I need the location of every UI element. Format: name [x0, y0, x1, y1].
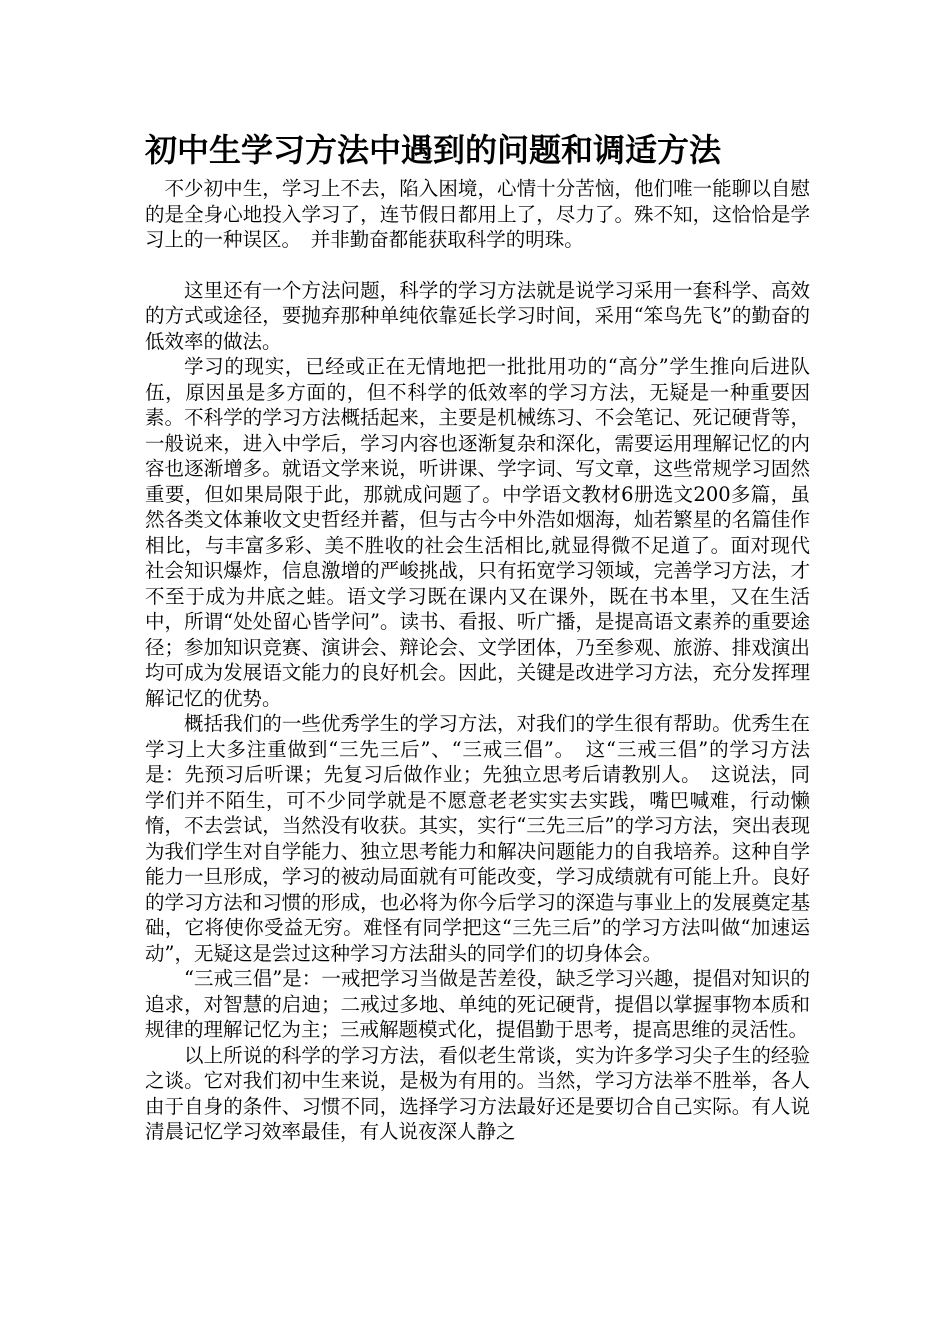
paragraph-intro: 不少初中生，学习上不去，陷入困境，心情十分苦恼，他们唯一能聊以自慰的是全身心地投入学习了，连节假日都用上了，尽力了。殊不知，这恰恰是学习上的一种误区。 并非勤奋都能获取科学的明珠。 — [145, 177, 810, 251]
paragraph-excellent-students: 概括我们的一些优秀学生的学习方法，对我们的学生很有帮助。优秀生在学习上大多注重做到“三先三后”、“三戒三倡”。 这“三戒三倡”的学习方法是：先预习后听课；先复习后做作业；先独立思考后请教别人。 这说法，同学们并不陌生，可不少同学就是不愿意老老实实去实践，嘴巴喊难，行动懒惰，不去尝试，当然没有收获。其实，实行“三先三后”的学习方法，突出表现为我们学生对自学能力、独立思考能力和解决问题能力的自我培养。这种自学能力一旦形成，学习的被动局面就有可能改变，学习成绩就有可能上升。良好的学习方法和习惯的形成，也必将为你今后学习的深造与事业上的发展奠定基础，它将使你受益无穷。难怪有同学把这“三先三后”的学习方法叫做“加速运动”，无疑这是尝过这种学习方法甜头的同学们的切身体会。 — [145, 712, 810, 965]
document-title: 初中生学习方法中遇到的问题和调适方法 — [145, 131, 722, 169]
paragraph-three-cautions: “三戒三倡”是：一戒把学习当做是苦差役，缺乏学习兴趣，提倡对知识的追求，对智慧的启迪；二戒过多地、单纯的死记硬背，提倡以掌握事物本质和规律的理解记忆为主；三戒解题模式化，提倡勤于思考，提高思维的灵活性。 — [145, 967, 810, 1041]
paragraph-method-question: 这里还有一个方法问题，科学的学习方法就是说学习采用一套科学、高效的方式或途径，要抛弃那种单纯依靠延长学习时间，采用“笨鸟先飞”的勤奋的低效率的做法。 — [145, 278, 810, 353]
paragraph-learning-reality: 学习的现实，已经或正在无情地把一批批用功的“高分”学生推向后进队伍，原因虽是多方面的，但不科学的低效率的学习方法，无疑是一种重要因素。不科学的学习方法概括起来，主要是机械练习、不会笔记、死记硬背等，一般说来，进入中学后，学习内容也逐渐复杂和深化，需要运用理解记忆的内容也逐渐增多。就语文学来说，听讲课、学字词、写文章，这些常规学习固然重要，但如果局限于此，那就成问题了。中学语文教材6册选文200多篇，虽然各类文体兼收文史哲经并蓄，但与古今中外浩如烟海，灿若繁星的名篇佳作相比，与丰富多彩、美不胜收的社会生活相比,就显得微不足道了。面对现代社会知识爆炸，信息激增的严峻挑战，只有拓宽学习领域，完善学习方法，才不至于成为井底之蛙。语文学习既在课内又在课外，既在书本里，又在生活中，所谓“处处留心皆学问”。读书、看报、听广播，是提高语文素养的重要途径；参加知识竞赛、演讲会、辩论会、文学团体，乃至参观、旅游、排戏演出均可成为发展语文能力的良好机会。因此，关键是改进学习方法，充分发挥理解记忆的优势。 — [145, 355, 810, 710]
document-page — [145, 128, 810, 1145]
paragraph-gap — [145, 253, 810, 278]
paragraph-conclusion: 以上所说的科学的学习方法，看似老生常谈，实为许多学习尖子生的经验之谈。它对我们初中生来说，是极为有用的。当然，学习方法举不胜举，各人由于自身的条件、习惯不同，选择学习方法最好还是要切合自己实际。有人说清晨记忆学习效率最佳，有人说夜深人静之 — [145, 1043, 810, 1143]
